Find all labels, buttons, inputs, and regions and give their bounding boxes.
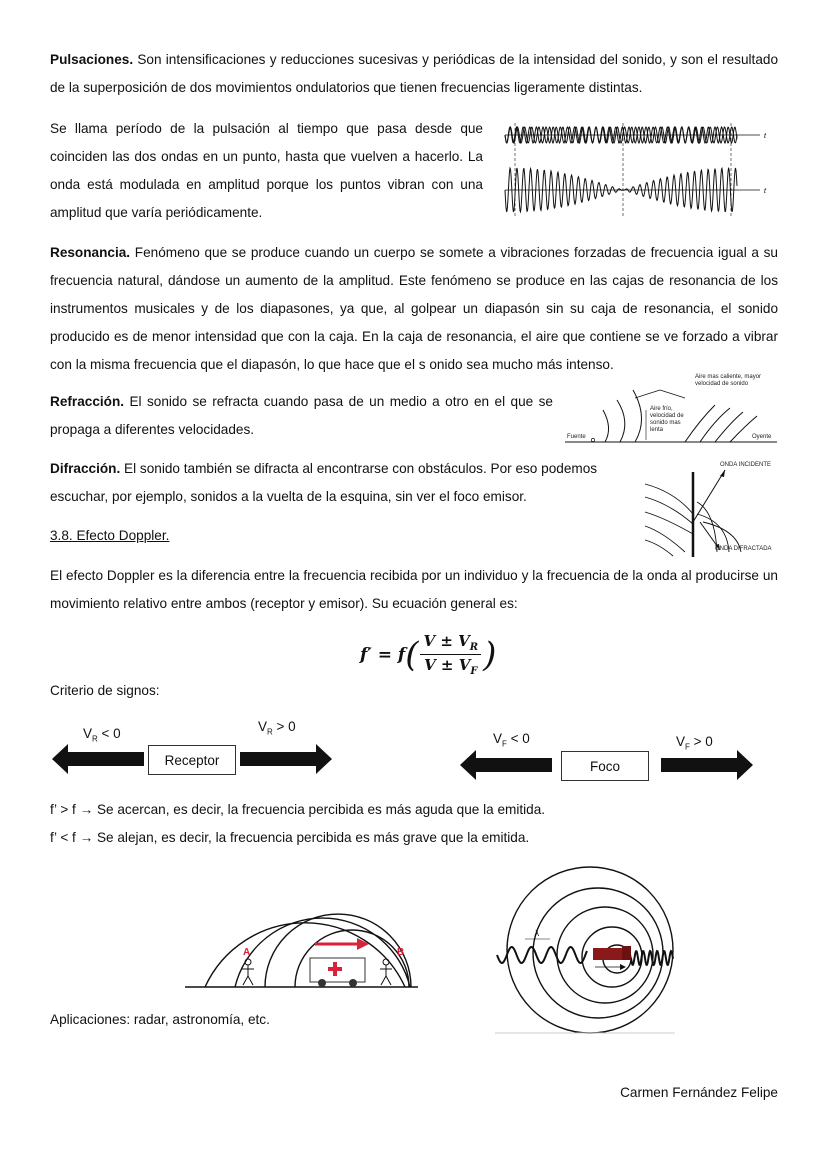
doppler-line-1: f’ > f → Se acercan, es decir, la frecuencia percibida es más aguda que la emitida. bbox=[50, 802, 546, 817]
formula-den-sub: F bbox=[470, 666, 478, 677]
formula-lhs: f′ = f bbox=[360, 644, 406, 665]
axis-t-top: t bbox=[764, 133, 766, 140]
foco-left-v: V bbox=[493, 731, 503, 746]
formula-denominator bbox=[421, 655, 480, 677]
foco-left-rel: < 0 bbox=[506, 731, 530, 746]
refraccion-label-frio: Aire frío, velocidad de sonido mas lenta bbox=[650, 406, 684, 433]
foco-right-arrow bbox=[661, 750, 753, 780]
receptor-right-sub: R bbox=[267, 727, 273, 737]
periodo-paragraph: Se llama período de la pulsación al tiempo que pasa desde que coinciden las dos ondas en un punto, hasta que vuelven a hacerlo. La onda está modulada en amplitud porque los puntos vibran con una amplitud que varía periódicamente. bbox=[50, 121, 483, 220]
refraccion-label-caliente: Aire mas caliente, mayor velocidad de sonido bbox=[695, 374, 762, 387]
footer-author: Carmen Fernández Felipe bbox=[620, 1085, 778, 1100]
receptor-left-rel: < 0 bbox=[97, 726, 121, 741]
refraccion-text: El sonido se refracta cuando pasa de un medio a otro en el que se propaga a diferentes velocidades. bbox=[50, 394, 553, 437]
receptor-left-label bbox=[83, 726, 121, 744]
refraccion-label-oyente: Oyente bbox=[752, 434, 772, 440]
foco-left-sub: F bbox=[502, 739, 507, 749]
formula-open-paren: ( bbox=[405, 634, 419, 675]
resonancia-paragraph bbox=[50, 239, 778, 379]
foco-box: Foco bbox=[561, 751, 649, 781]
foco-right-rel: > 0 bbox=[689, 734, 713, 749]
pulsaciones-text: Son intensificaciones y reducciones sucesivas y periódicas de la intensidad del sonido, y son el resultado de la superposición de dos movimientos ondulatorios que tienen frecuencias ligeramente distintas. bbox=[50, 52, 778, 95]
doppler-heading[interactable]: 3.8. Efecto Doppler. bbox=[50, 528, 170, 543]
formula-num-sub: R bbox=[469, 642, 479, 653]
refraccion-title: Refracción. bbox=[50, 394, 125, 409]
difraccion-label-difractada: ONDA DIFRACTADA bbox=[715, 546, 772, 552]
resonancia-title: Resonancia. bbox=[50, 245, 131, 260]
refraccion-label-fuente: Fuente bbox=[567, 434, 586, 440]
truck-doppler-figure bbox=[495, 865, 675, 1040]
resonancia-text: Fenómeno que se produce cuando un cuerpo se somete a vibraciones forzadas de frecuencia igual a su frecuencia natural, dándose un aumento de la amplitud. Este fenómeno se produce en las cajas de resonancia de los instrumentos musicales y de los diapasones, ya que, al golpear un diapasón sin su caja de resonancia, el sonido producido es de menor intensidad que con la caja. En la caja de resonancia, el aire que contiene se ve forzado a vibrar con la misma frecuencia que el diapasón, lo que hace que el s onido sea mucho más intenso. bbox=[50, 245, 778, 372]
formula-den-text: V ± V bbox=[424, 656, 471, 674]
receptor-right-v: V bbox=[258, 719, 268, 734]
pulsaciones-figure bbox=[505, 118, 775, 223]
figure-label-a: A bbox=[243, 947, 251, 958]
refraccion-paragraph bbox=[50, 388, 553, 444]
axis-t-bottom: t bbox=[764, 188, 766, 195]
receptor-box: Receptor bbox=[148, 745, 236, 775]
difraccion-label-incidente: ONDA INCIDENTE bbox=[720, 462, 772, 468]
doppler-line-2: f’ < f → Se alejan, es decir, la frecuencia percibida es más grave que la emitida. bbox=[50, 830, 530, 845]
pulsaciones-paragraph bbox=[50, 46, 778, 102]
formula-fraction bbox=[420, 632, 481, 677]
doppler-formula bbox=[360, 632, 496, 677]
receptor-right-label bbox=[258, 719, 296, 737]
foco-left-arrow bbox=[460, 750, 552, 780]
aplicaciones-line: Aplicaciones: radar, astronomía, etc. bbox=[50, 1012, 270, 1027]
difraccion-paragraph bbox=[50, 455, 628, 511]
doppler-paragraph: El efecto Doppler es la diferencia entre la frecuencia recibida por un individuo y la frecuencia de la onda al producirse un movimiento relativo entre ambos (receptor y emisor). Su ecuación general es: bbox=[50, 568, 778, 611]
formula-numerator bbox=[420, 632, 481, 655]
foco-left-label bbox=[493, 731, 530, 749]
formula-close-paren: ) bbox=[483, 634, 497, 675]
receptor-left-sub: R bbox=[92, 734, 98, 744]
receptor-right-arrow bbox=[240, 744, 332, 774]
figure-label-b: B bbox=[397, 947, 405, 958]
receptor-left-v: V bbox=[83, 726, 93, 741]
pulsaciones-title: Pulsaciones. bbox=[50, 52, 134, 67]
difraccion-text: El sonido también se difracta al encontrarse con obstáculos. Por eso podemos escuchar, por ejemplo, sonidos a la vuelta de la esquina, sin ver el foco emisor. bbox=[50, 461, 598, 504]
receptor-right-rel: > 0 bbox=[272, 719, 296, 734]
receptor-left-arrow bbox=[52, 744, 144, 774]
foco-right-v: V bbox=[676, 734, 686, 749]
foco-right-sub: F bbox=[685, 742, 690, 752]
figure-label-lambda: λ bbox=[535, 929, 539, 938]
formula-num-text: V ± V bbox=[423, 632, 470, 650]
ambulance-doppler-figure bbox=[185, 872, 420, 992]
criterio-label: Criterio de signos: bbox=[50, 683, 160, 698]
difraccion-title: Difracción. bbox=[50, 461, 121, 476]
